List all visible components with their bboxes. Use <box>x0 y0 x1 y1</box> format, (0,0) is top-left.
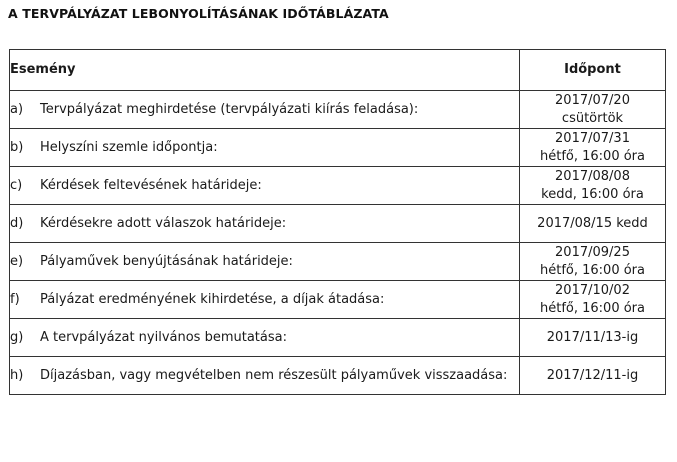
event-cell <box>10 281 520 319</box>
event-cell <box>10 357 520 395</box>
table-row <box>10 243 666 281</box>
time-cell <box>520 167 666 205</box>
time-cell <box>520 91 666 129</box>
time-detail: kedd, 16:00 óra <box>541 186 644 202</box>
table-row <box>10 167 666 205</box>
event-text: Tervpályázat meghirdetése (tervpályázati kiírás feladása): <box>40 101 419 117</box>
row-letter: a) <box>10 101 24 117</box>
table-row <box>10 319 666 357</box>
time-cell <box>520 281 666 319</box>
event-text: Pályázat eredményének kihirdetése, a díjak átadása: <box>40 291 385 307</box>
header-event: Esemény <box>10 50 520 91</box>
document-title: A TERVPÁLYÁZAT LEBONYOLÍTÁSÁNAK IDŐTÁBLÁZATA <box>8 6 389 21</box>
time-cell <box>520 243 666 281</box>
row-letter: c) <box>10 177 23 193</box>
event-text: Pályaművek benyújtásának határideje: <box>40 253 293 269</box>
table-header-row <box>10 50 666 91</box>
time-date: 2017/07/20 <box>555 92 630 108</box>
time-detail: hétfő, 16:00 óra <box>540 300 645 316</box>
row-letter: b) <box>10 139 24 155</box>
event-cell <box>10 91 520 129</box>
header-time: Időpont <box>520 50 666 91</box>
time-detail: hétfő, 16:00 óra <box>540 148 645 164</box>
time-date: 2017/12/11-ig <box>546 367 639 383</box>
row-letter: f) <box>10 291 20 307</box>
table-row <box>10 357 666 395</box>
event-cell <box>10 129 520 167</box>
event-text: A tervpályázat nyilvános bemutatása: <box>40 329 287 345</box>
time-cell <box>520 319 666 357</box>
event-cell <box>10 167 520 205</box>
time-cell <box>520 129 666 167</box>
time-date: 2017/07/31 <box>555 130 630 146</box>
time-date: 2017/09/25 <box>555 244 630 260</box>
row-letter: g) <box>10 329 24 345</box>
table-row <box>10 205 666 243</box>
event-text: Helyszíni szemle időpontja: <box>40 139 218 155</box>
row-letter: e) <box>10 253 24 269</box>
time-date: 2017/10/02 <box>555 282 630 298</box>
event-cell <box>10 243 520 281</box>
time-detail: hétfő, 16:00 óra <box>540 262 645 278</box>
event-text: Kérdések feltevésének határideje: <box>40 177 262 193</box>
row-letter: d) <box>10 215 24 231</box>
time-date: 2017/11/13-ig <box>546 329 639 345</box>
time-date: 2017/08/15 kedd <box>537 215 648 231</box>
time-detail: csütörtök <box>561 110 624 126</box>
event-cell <box>10 205 520 243</box>
event-text: Kérdésekre adott válaszok határideje: <box>40 215 287 231</box>
table-row <box>10 281 666 319</box>
table-row <box>10 91 666 129</box>
event-cell <box>10 319 520 357</box>
time-cell <box>520 357 666 395</box>
time-date: 2017/08/08 <box>555 168 630 184</box>
schedule-table <box>9 49 666 395</box>
row-letter: h) <box>10 367 24 383</box>
table-row <box>10 129 666 167</box>
time-cell <box>520 205 666 243</box>
event-text: Díjazásban, vagy megvételben nem részesült pályaművek visszaadása: <box>40 367 508 383</box>
